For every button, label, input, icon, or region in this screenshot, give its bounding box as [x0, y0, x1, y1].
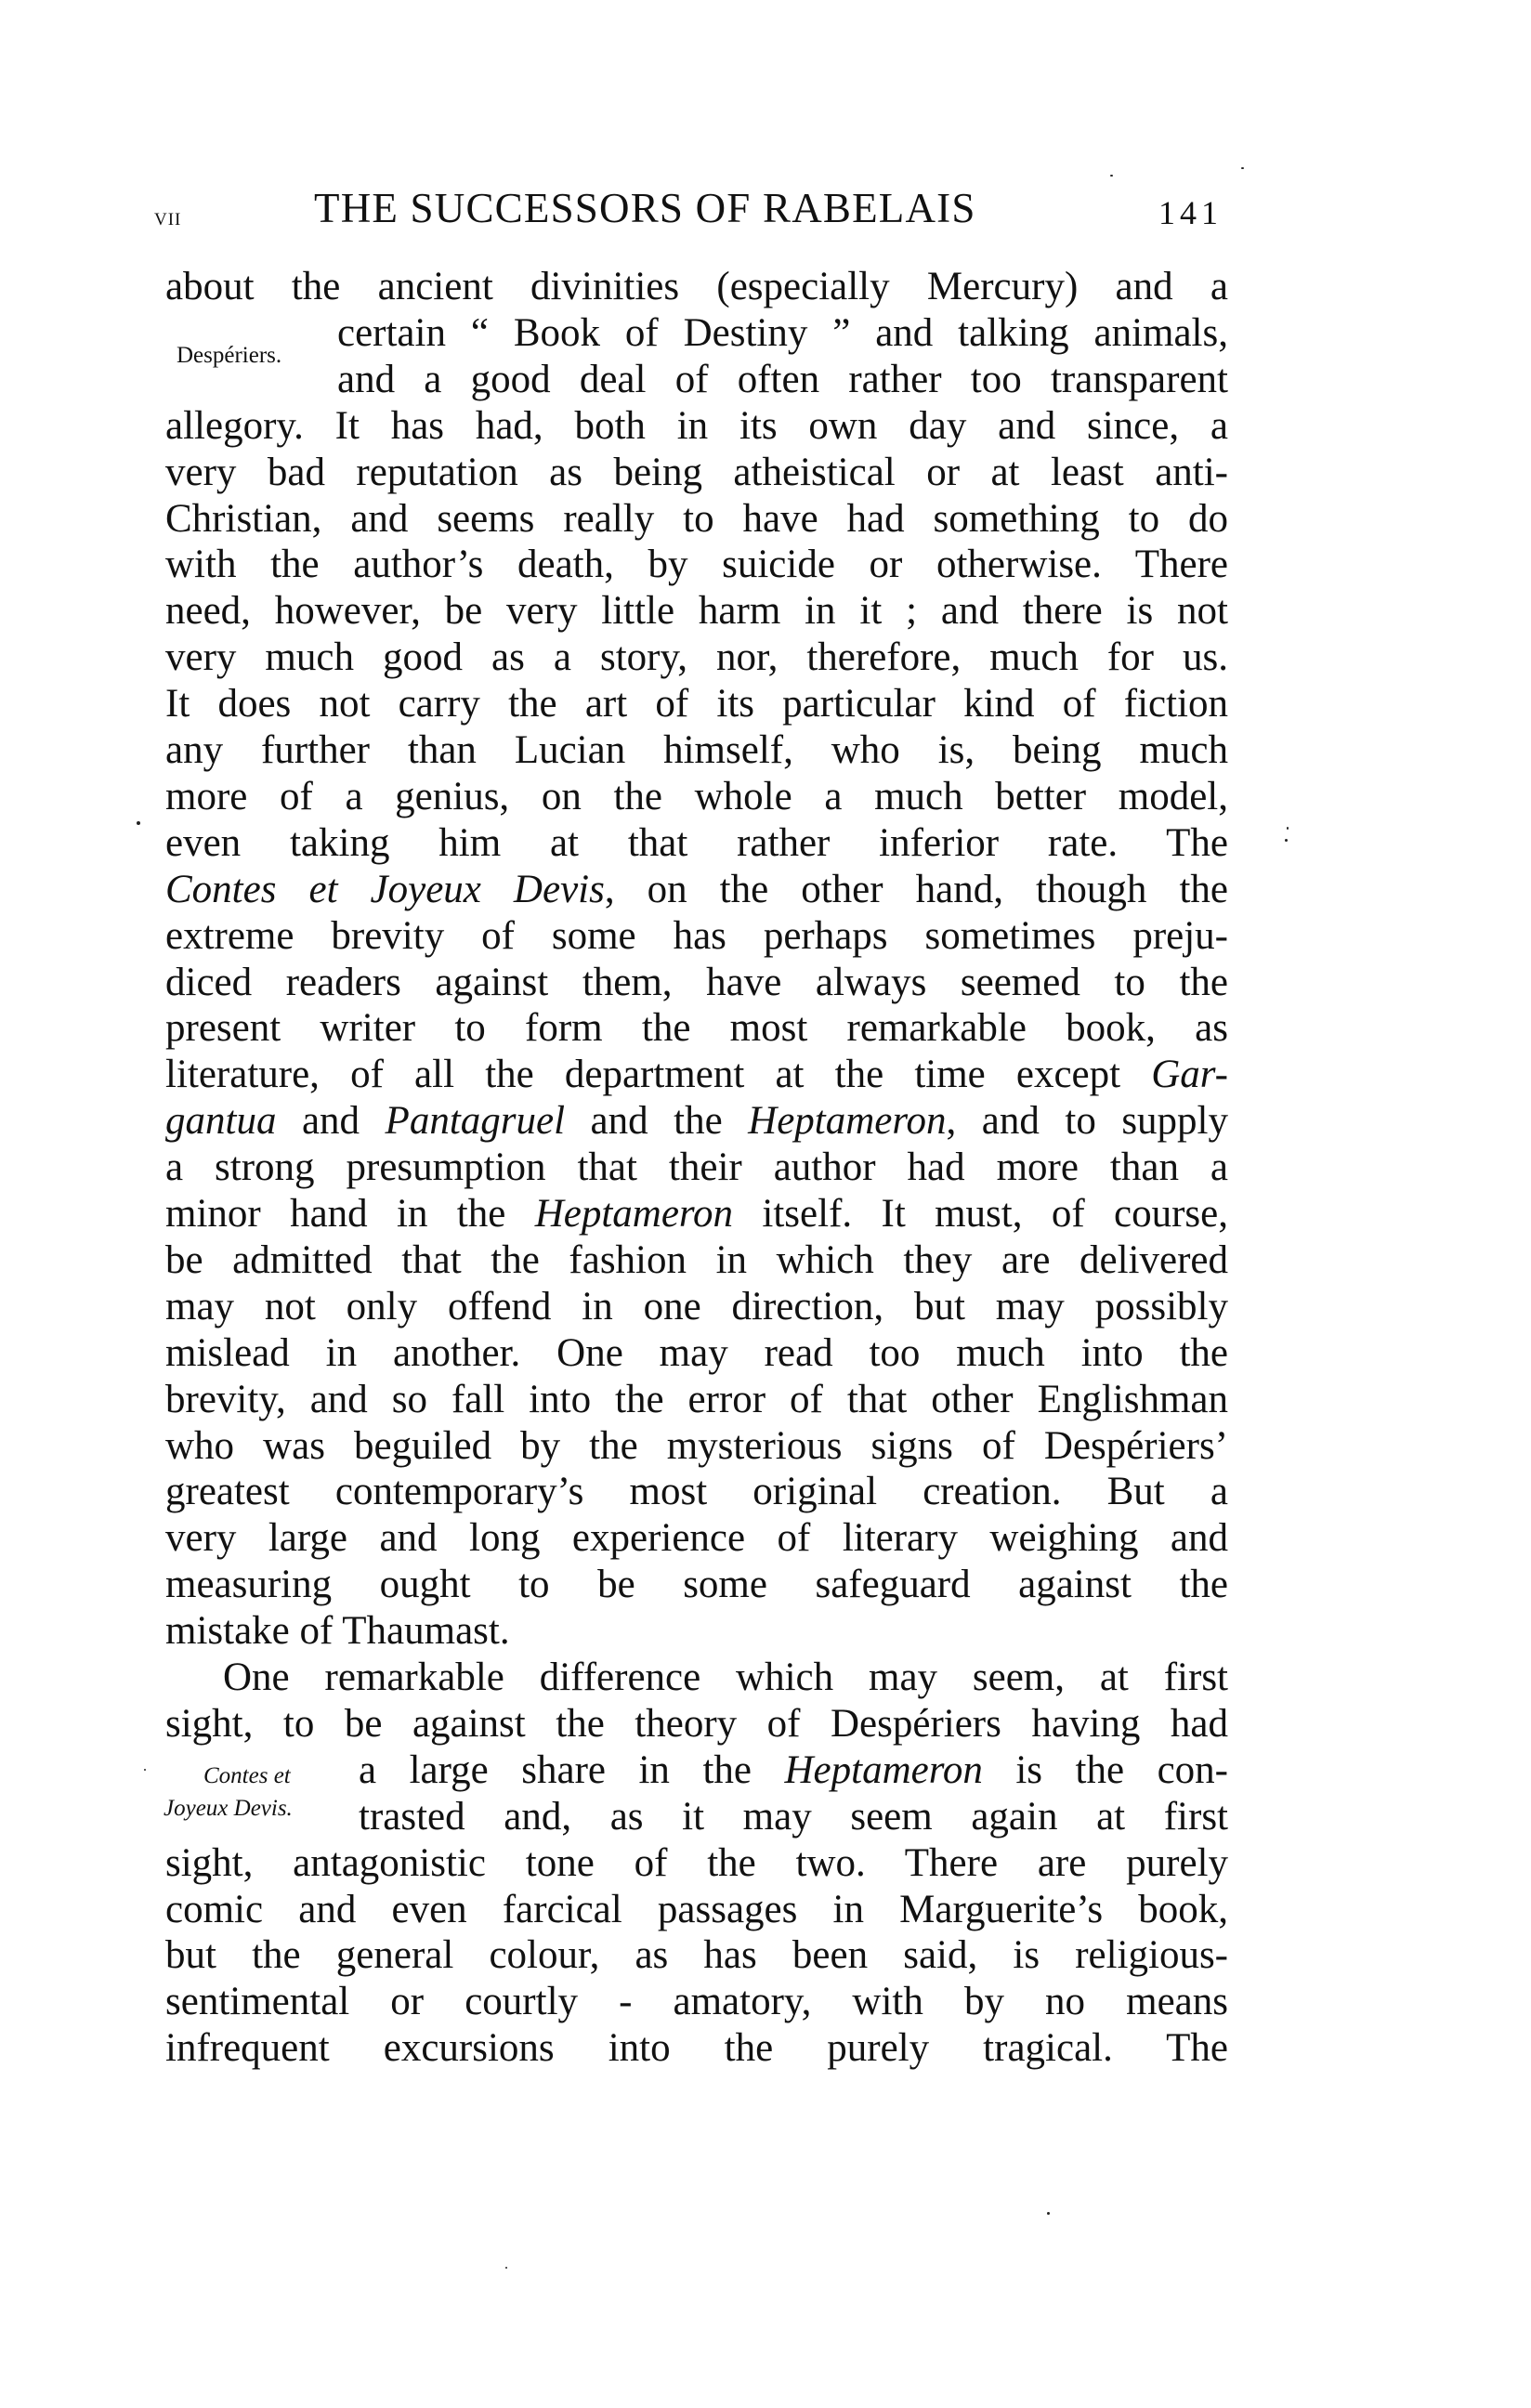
chapter-number: vii [154, 203, 182, 230]
text-segment: comic and even farcical passages in Marguerite’s book, [165, 1887, 1228, 1931]
text-segment: literature, of all the department at the time except [165, 1053, 1152, 1097]
scan-speck [1241, 167, 1244, 169]
text-segment: brevity, and so fall into the error of that other Englishman [165, 1377, 1228, 1421]
scan-speck [1047, 2212, 1050, 2215]
text-segment: , on the other hand, though the [604, 867, 1229, 911]
scan-speck [137, 821, 140, 825]
text-line [165, 774, 1228, 820]
text-line [165, 1377, 1228, 1423]
text-line [337, 357, 1228, 403]
italic-title-text: gantua [165, 1099, 277, 1144]
sidenote-desperiers [177, 340, 281, 372]
text-line [165, 681, 1228, 727]
running-head [0, 184, 1531, 240]
text-line [165, 727, 1228, 774]
text-segment: It does not carry the art of its particular kind of fiction [165, 682, 1228, 726]
text-line [165, 1330, 1228, 1377]
text-segment: be admitted that the fashion in which they are delivered [165, 1237, 1228, 1282]
text-segment: certain “ Book of Destiny ” and talking animals, [337, 310, 1228, 355]
text-line [165, 635, 1228, 681]
text-line [165, 1469, 1228, 1515]
text-line [165, 867, 1228, 913]
text-segment: and [276, 1099, 386, 1144]
sidenote-line: Despériers. [177, 343, 282, 368]
text-segment: infrequent excursions into the purely tragical. The [165, 2026, 1228, 2071]
italic-title-text: Gar- [1151, 1053, 1228, 1097]
page-number: 141 [1158, 194, 1223, 231]
text-segment: greatest contemporary’s most original creation. But a [165, 1470, 1228, 1514]
text-line [165, 1979, 1228, 2025]
text-line [359, 1794, 1228, 1840]
text-line [165, 264, 1228, 310]
text-line [165, 1052, 1228, 1098]
text-segment: measuring ought to be some safeguard against the [165, 1563, 1228, 1607]
text-line [165, 913, 1228, 960]
text-segment: who was beguiled by the mysterious signs of Despériers’ [165, 1423, 1228, 1468]
scan-speck [1285, 839, 1288, 842]
text-line [165, 1515, 1228, 1562]
text-line [165, 450, 1228, 496]
text-segment: even taking him at that rather inferior rate. The [165, 820, 1228, 865]
text-line [165, 588, 1228, 635]
text-segment: diced readers against them, have always seemed to the [165, 960, 1228, 1004]
text-line [165, 496, 1228, 543]
text-segment: a large share in the [359, 1747, 785, 1792]
text-segment: sight, to be against the theory of Despériers having had [165, 1701, 1228, 1746]
text-line [165, 820, 1228, 867]
text-line [165, 1098, 1228, 1145]
text-line [165, 542, 1228, 588]
running-title: THE SUCCESSORS OF RABELAIS [314, 185, 976, 231]
text-line [165, 1932, 1228, 1979]
text-line [165, 1608, 1228, 1655]
text-segment: Christian, and seems really to have had something to do [165, 496, 1228, 541]
text-segment: more of a genius, on the whole a much better model, [165, 774, 1228, 818]
text-segment: very much good as a story, nor, therefore, much for us. [165, 635, 1228, 680]
text-line [337, 310, 1228, 357]
text-segment: very large and long experience of literary weighing and [165, 1516, 1228, 1561]
text-segment: but the general colour, as has been said, is religious- [165, 1933, 1228, 1978]
text-segment: trasted and, as it may seem again at first [359, 1794, 1228, 1839]
text-segment: very bad reputation as being atheistical or at least anti- [165, 450, 1228, 494]
text-line [165, 1005, 1228, 1052]
text-segment: extreme brevity of some has perhaps sometimes preju- [165, 913, 1228, 958]
text-segment: sight, antagonistic tone of the two. There are purely [165, 1840, 1228, 1885]
text-line [165, 1191, 1228, 1237]
sidenote-contes-et-joyeux-devis [203, 1760, 291, 1792]
text-segment: and a good deal of often rather too transparent [337, 357, 1228, 401]
text-segment: a strong presumption that their author had more than a [165, 1145, 1228, 1190]
italic-title-text: Heptameron [534, 1192, 734, 1236]
text-line [165, 1423, 1228, 1470]
text-segment: with the author’s death, by suicide or otherwise. There [165, 543, 1228, 587]
text-segment: need, however, be very little harm in it ; and there is not [165, 589, 1228, 634]
scan-speck [505, 2267, 507, 2269]
text-line [165, 1887, 1228, 1933]
text-segment: itself. It must, of course, [733, 1192, 1228, 1236]
text-line [165, 1284, 1228, 1330]
text-segment: is the con- [982, 1747, 1228, 1792]
text-line [223, 1655, 1228, 1701]
scan-speck [144, 1769, 146, 1771]
sidenote-line: Contes et [203, 1763, 291, 1788]
text-segment: present writer to form the most remarkable book, as [165, 1006, 1228, 1051]
text-segment: about the ancient divinities (especially Mercury) and a [165, 265, 1228, 308]
text-segment: and the [565, 1099, 749, 1144]
scan-speck [1287, 827, 1289, 830]
scan-speck [1110, 175, 1113, 177]
italic-title-text: Heptameron [784, 1747, 983, 1792]
text-segment: allegory. It has had, both in its own day and since, a [165, 403, 1228, 448]
text-segment: minor hand in the [165, 1192, 535, 1236]
text-segment: , and to supply [946, 1099, 1228, 1144]
text-line [165, 403, 1228, 450]
italic-title-text: Heptameron [748, 1099, 947, 1144]
italic-title-text: Pantagruel [385, 1099, 566, 1144]
italic-title-text: Contes et Joyeux Devis [165, 867, 605, 911]
text-segment: mistake of Thaumast. [165, 1609, 510, 1654]
text-segment: any further than Lucian himself, who is, being much [165, 728, 1228, 772]
text-line [165, 960, 1228, 1006]
text-line [165, 1237, 1228, 1284]
text-line [165, 1701, 1228, 1747]
sidenote-contes-et-joyeux-devis-2 [164, 1793, 293, 1825]
text-line [359, 1747, 1228, 1794]
text-line [165, 1145, 1228, 1191]
text-line [165, 1840, 1228, 1887]
sidenote-line: Joyeux Devis. [164, 1796, 293, 1821]
text-line [165, 2025, 1228, 2072]
text-segment: sentimental or courtly - amatory, with by no means [165, 1980, 1228, 2024]
text-line [165, 1562, 1228, 1608]
text-segment: One remarkable difference which may seem, at first [223, 1656, 1228, 1699]
text-segment: may not only offend in one direction, but may possibly [165, 1284, 1228, 1328]
text-segment: mislead in another. One may read too much into the [165, 1330, 1228, 1375]
